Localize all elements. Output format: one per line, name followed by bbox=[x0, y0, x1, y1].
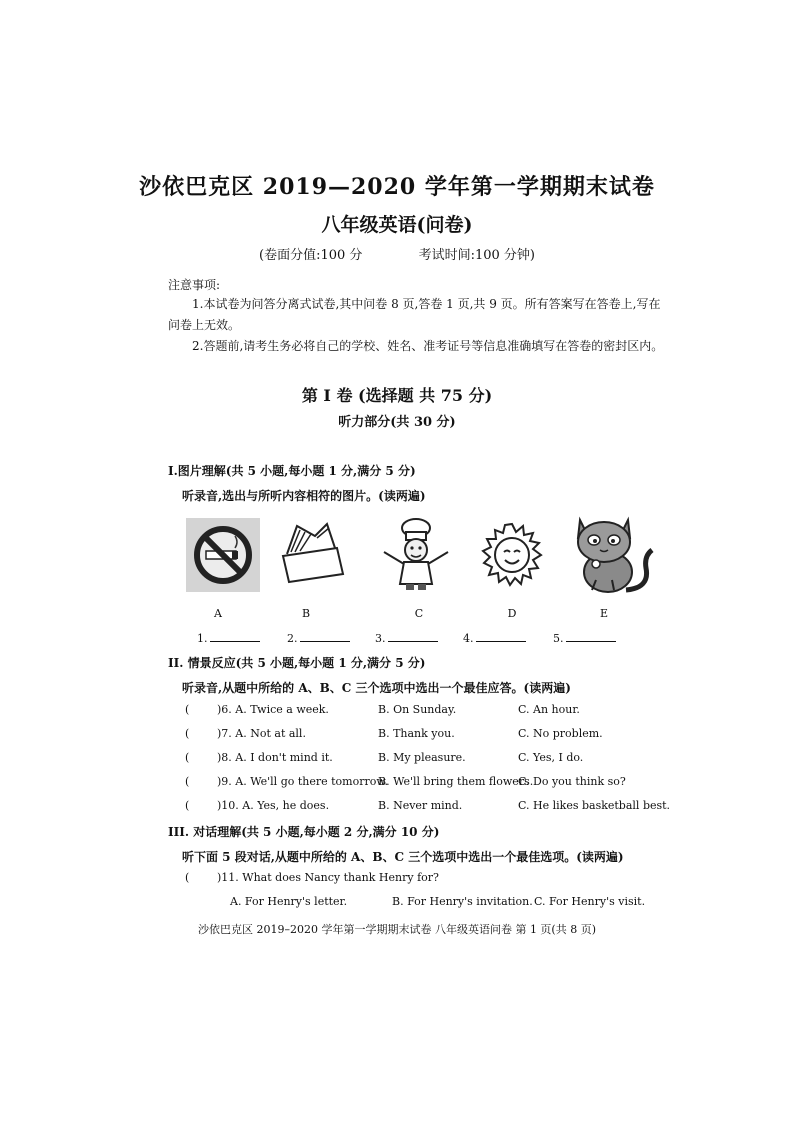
section2-title: II. 情景反应(共 5 小题,每小题 1 分,满分 5 分) bbox=[168, 656, 426, 670]
option-a: )6. A. Twice a week. bbox=[217, 703, 329, 716]
option-a: A. For Henry's letter. bbox=[230, 895, 348, 908]
no-smoking-icon bbox=[186, 518, 260, 592]
option-b: B. Never mind. bbox=[378, 799, 463, 812]
section1-instruction: 听录音,选出与所听内容相符的图片。(读两遍) bbox=[182, 489, 426, 503]
question-stem: )11. What does Nancy thank Henry for? bbox=[217, 871, 439, 884]
option-c: C. He likes basketball best. bbox=[518, 799, 671, 812]
blank-number: 2. bbox=[287, 632, 298, 645]
listening-heading: 听力部分(共 30 分) bbox=[338, 415, 456, 430]
blank-number: 3. bbox=[375, 632, 386, 645]
answer-paren[interactable]: ( bbox=[185, 799, 190, 812]
option-a: )9. A. We'll go there tomorrow. bbox=[217, 775, 388, 788]
option-c: C. An hour. bbox=[518, 703, 580, 716]
exam-title: 沙依巴克区 2019—2020 学年第一学期期末试卷 bbox=[139, 174, 655, 200]
question-row bbox=[185, 703, 675, 721]
answer-paren[interactable]: ( bbox=[185, 871, 190, 884]
sun-icon bbox=[475, 518, 549, 592]
part-title: 第 I 卷 (选择题 共 75 分) bbox=[301, 386, 493, 405]
answer-blank[interactable] bbox=[375, 630, 438, 645]
chef-icon bbox=[376, 518, 450, 592]
answer-blank[interactable] bbox=[287, 630, 350, 645]
answer-blank[interactable] bbox=[197, 630, 260, 645]
option-c: C. Yes, I do. bbox=[518, 751, 584, 764]
blank-number: 1. bbox=[197, 632, 208, 645]
option-b: B. For Henry's invitation. bbox=[392, 895, 533, 908]
question-row bbox=[185, 799, 675, 817]
answer-paren[interactable]: ( bbox=[185, 703, 190, 716]
time-info: 考试时间:100 分钟) bbox=[418, 248, 535, 263]
picture-letter: C bbox=[414, 607, 424, 620]
exam-meta bbox=[0, 244, 794, 263]
option-a: )7. A. Not at all. bbox=[217, 727, 306, 740]
blank-number: 4. bbox=[463, 632, 474, 645]
question-row bbox=[185, 871, 675, 889]
note-item: 1.本试卷为问答分离式试卷,其中问卷 8 页,答卷 1 页,共 9 页。所有答案写在答卷上,写在问卷上无效。 bbox=[168, 297, 661, 332]
option-b: B. We'll bring them flowers. bbox=[378, 775, 534, 788]
question-row bbox=[185, 775, 675, 793]
question-row bbox=[185, 751, 675, 769]
option-a: )8. A. I don't mind it. bbox=[217, 751, 333, 764]
answer-paren[interactable]: ( bbox=[185, 727, 190, 740]
option-c: C. No problem. bbox=[518, 727, 603, 740]
page-footer: 沙依巴克区 2019–2020 学年第一学期期末试卷 八年级英语问卷 第 1 页(共 8 页) bbox=[197, 923, 597, 936]
option-b: B. On Sunday. bbox=[378, 703, 457, 716]
section2-instruction: 听录音,从题中所给的 A、B、C 三个选项中选出一个最佳应答。(读两遍) bbox=[182, 681, 571, 695]
answer-paren[interactable]: ( bbox=[185, 775, 190, 788]
notes-heading: 注意事项: bbox=[168, 278, 221, 292]
cat-icon bbox=[566, 512, 656, 594]
question-row bbox=[185, 727, 675, 745]
answer-blank[interactable] bbox=[463, 630, 526, 645]
answer-paren[interactable]: ( bbox=[185, 751, 190, 764]
section1-title: Ⅰ.图片理解(共 5 小题,每小题 1 分,满分 5 分) bbox=[168, 464, 416, 478]
score-info: (卷面分值:100 分 bbox=[259, 248, 363, 263]
answer-blank[interactable] bbox=[553, 630, 616, 645]
option-b: B. Thank you. bbox=[378, 727, 455, 740]
option-c: C. Do you think so? bbox=[518, 775, 626, 788]
blank-number: 5. bbox=[553, 632, 564, 645]
option-c: C. For Henry's visit. bbox=[534, 895, 646, 908]
exam-subtitle: 八年级英语(问卷) bbox=[321, 214, 473, 236]
picture-letter: A bbox=[214, 607, 222, 620]
book-icon bbox=[275, 518, 349, 592]
option-a: )10. A. Yes, he does. bbox=[217, 799, 330, 812]
note-item: 2.答题前,请考生务必将自己的学校、姓名、准考证号等信息准确填写在答卷的密封区内。 bbox=[192, 339, 664, 353]
picture-letter: B bbox=[301, 607, 311, 620]
picture-letter: E bbox=[599, 607, 609, 620]
question-options bbox=[230, 895, 660, 913]
picture-letter: D bbox=[507, 607, 517, 620]
section3-instruction: 听下面 5 段对话,从题中所给的 A、B、C 三个选项中选出一个最佳选项。(读两遍) bbox=[182, 850, 624, 864]
option-b: B. My pleasure. bbox=[378, 751, 466, 764]
section3-title: III. 对话理解(共 5 小题,每小题 2 分,满分 10 分) bbox=[168, 825, 440, 839]
